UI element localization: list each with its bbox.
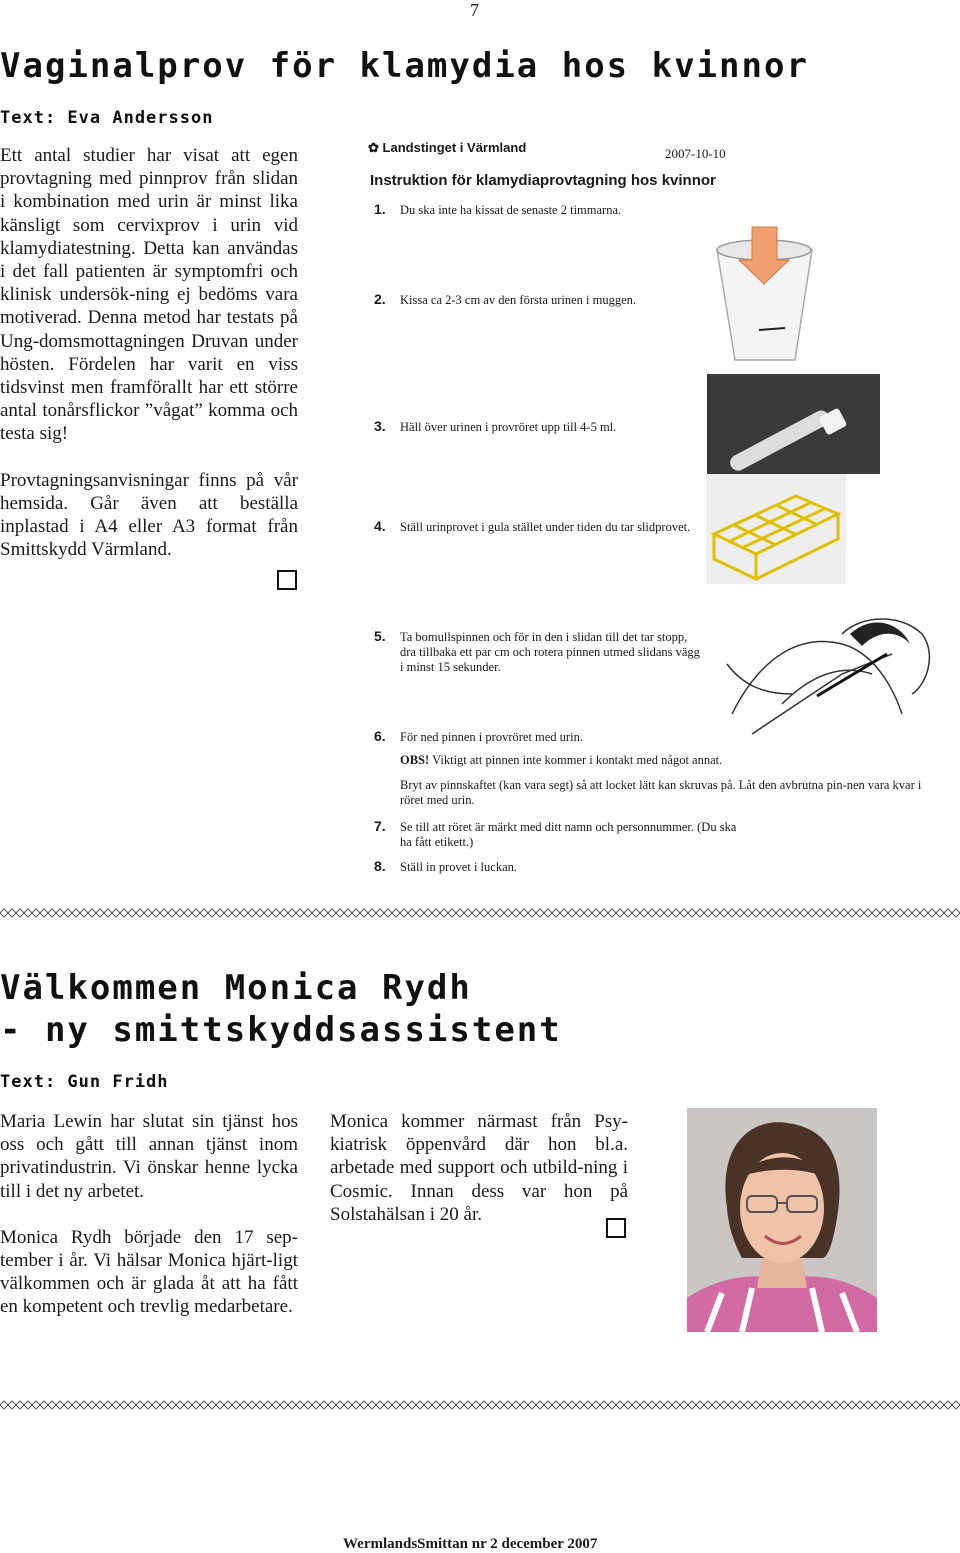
article-paragraph: Ett antal studier har visat att egen provtagning med pinnprov från slidan i kombination med urin är minst lika känsligt som cervixprov i urin vid klamydiatestning. Detta kan användas i det fall patienten är symptomfri och klinisk undersök-ning ej bedöms vara motiverad. Denna metod har testats på Ung-domsmottagningen Druvan under hösten. Fördelen har varit en viss tidsvinst men framförallt har ett större antal tonårsflickor ”vågat” komma och testa sig!	[0, 145, 298, 445]
article-paragraph: Monica kommer närmast från Psy-kiatrisk öppenvård där hon bl.a. arbetade med support och utbild-ning i Cosmic. Innan dess var hon på Solstahälsan i 20 år.	[330, 1111, 628, 1225]
portrait-photo	[687, 1108, 877, 1332]
instruction-sheet	[362, 136, 960, 880]
step-text: Ställ in provet i luckan.	[400, 860, 517, 874]
instruction-date: 2007-10-10	[665, 146, 726, 161]
section-divider	[0, 908, 960, 918]
urine-cup-image	[707, 222, 822, 362]
article-paragraph: Monica Rydh började den 17 sep-tember i år. Vi hälsar Monica hjärt-ligt välkommen och är glada åt att ha fått en kompetent och trevlig medarbetare.	[0, 1226, 298, 1318]
end-of-article-box	[277, 570, 297, 590]
instruction-title: Instruktion för klamydiaprovtagning hos kvinnor	[370, 172, 716, 189]
step-text: Häll över urinen i provröret upp till 4-5 ml.	[400, 420, 617, 434]
step-text: Kissa ca 2-3 cm av den första urinen i muggen.	[400, 293, 637, 307]
article-paragraph: Maria Lewin har slutat sin tjänst hos oss och gått till annan tjänst inom privatindustrin. Vi önskar henne lycka till i det ny arbetet.	[0, 1111, 298, 1202]
flower-icon: ✿	[368, 140, 379, 155]
article2-title-line1: Välkommen Monica Rydh	[0, 968, 472, 1008]
step-text: För ned pinnen i provröret med urin.	[400, 730, 583, 744]
article-body	[0, 144, 298, 584]
article-title: Vaginalprov för klamydia hos kvinnor	[0, 46, 809, 86]
page-footer: WermlandsSmittan nr 2 december 2007	[343, 1536, 598, 1552]
page-number: 7	[470, 0, 479, 20]
break-note: Bryt av pinnskaftet (kan vara segt) så att locket lätt kan skruvas på. Låt den avbrutna pin-nen vara kvar i röret med urin.	[400, 778, 922, 807]
obs-note	[400, 753, 940, 768]
step-text: Se till att röret är märkt med ditt namn och personnummer. (Du ska ha fått etikett.)	[400, 820, 737, 849]
step-number: 3.	[374, 418, 386, 434]
article2-title-line2: - ny smittskyddsassistent	[0, 1010, 562, 1050]
step-text: Ställ urinprovet i gula stället under tiden du tar slidprovet.	[400, 520, 691, 534]
step-number: 6.	[374, 728, 386, 744]
article-paragraph: Provtagningsanvisningar finns på vår hemsida. Går även att beställa inplastad i A4 eller A3 format från Smittskydd Värmland.	[0, 469, 298, 561]
step-text: Ta bomullspinnen och för in den i slidan till det tar stopp, dra tillbaka ett par cm och rotera pinnen utmed slidans vägg i minst 15 sekunder.	[400, 630, 700, 674]
article2-column-1	[0, 1110, 298, 1342]
step-number: 4.	[374, 518, 386, 534]
step-number: 7.	[374, 818, 386, 834]
step-number: 2.	[374, 291, 386, 307]
step-number: 5.	[374, 628, 386, 644]
end-of-article-box	[606, 1218, 626, 1238]
tube-rack-image	[706, 474, 846, 584]
anatomy-illustration	[722, 594, 960, 744]
article2-column-2	[330, 1110, 628, 1249]
article2-byline: Text: Gun Fridh	[0, 1072, 169, 1092]
article-byline: Text: Eva Andersson	[0, 108, 214, 128]
org-logo: ✿ Landstinget i Värmland	[368, 140, 527, 155]
step-text: Du ska inte ha kissat de senaste 2 timmarna.	[400, 203, 622, 217]
step-number: 1.	[374, 201, 386, 217]
test-tube-image	[707, 374, 880, 474]
step-number: 8.	[374, 858, 386, 874]
section-divider	[0, 1400, 960, 1410]
obs-label: OBS!	[400, 753, 430, 767]
obs-text: Viktigt att pinnen inte kommer i kontakt med något annat.	[432, 753, 723, 767]
